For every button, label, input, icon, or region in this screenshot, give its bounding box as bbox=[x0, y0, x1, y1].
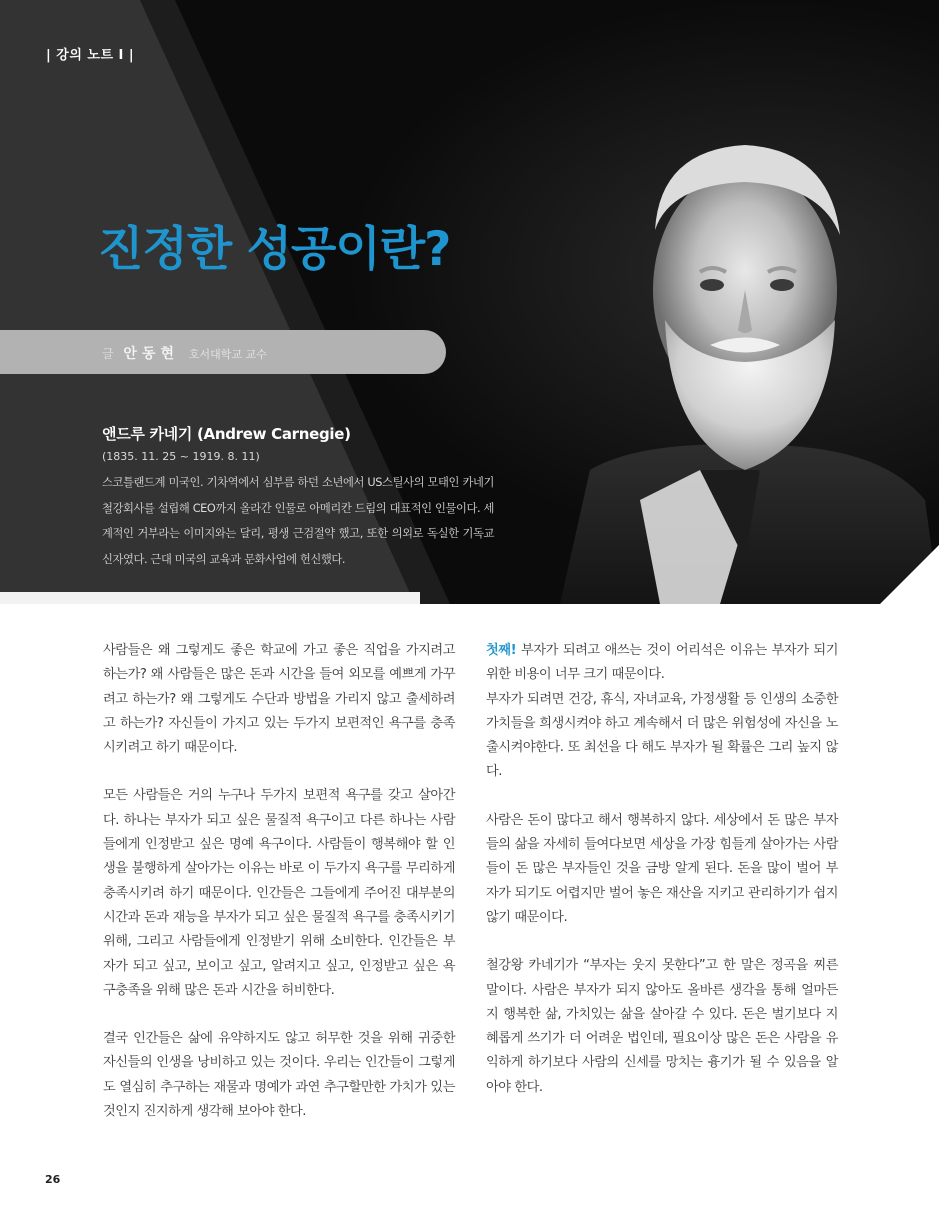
bio-name: 앤드루 카네기 (Andrew Carnegie) bbox=[102, 425, 351, 443]
author-name: 안동현 bbox=[123, 346, 179, 362]
body-paragraph: 사람은 돈이 많다고 해서 행복하지 않다. 세상에서 돈 많은 부자들의 삶을 자세히 들여다보면 세상을 가장 힘들게 살아가는 사람들이 돈 많은 부자들인 것을 금방 알게 된다. 돈을 많이 벌어 부자가 되기도 어렵지만 벌어 놓은 재산을 지키고 관리하기가 쉽지 않기 때문이다. bbox=[486, 812, 838, 925]
right-column bbox=[486, 639, 838, 1124]
body-paragraph: 부자가 되려면 건강, 휴식, 자녀교육, 가정생활 등 인생의 소중한 가치들을 희생시켜야 하고 계속해서 더 많은 위험성에 자신을 노출시켜야한다. 또 최선을 다 해도 부자가 될 확률은 그리 높지 않다. bbox=[486, 691, 838, 780]
body-paragraph: 결국 인간들은 삶에 유약하지도 않고 허무한 것을 위해 귀중한 자신들의 인생을 낭비하고 있는 것이다. 우리는 인간들이 그렇게도 열심히 추구하는 재물과 명예가 과연 추구할만한 가치가 있는 것인지 진지하게 생각해 보아야 한다. bbox=[103, 1031, 455, 1120]
body-paragraph-first bbox=[486, 639, 838, 688]
bio-dates: (1835. 11. 25 ~ 1919. 8. 11) bbox=[102, 450, 260, 463]
body-paragraph: 모든 사람들은 거의 누구나 두가지 보편적 욕구를 갖고 살아간다. 하나는 부자가 되고 싶은 물질적 욕구이고 다른 하나는 사람들에게 인정받고 싶은 명예 욕구이다. 사람들이 행복해야 할 인생을 불행하게 살아가는 이유는 바로 이 두가지 욕구를 무리하게 충족시키려 하기 때문이다. 인간들은 그들에게 주어진 대부분의 시간과 돈과 재능을 부자가 되고 싶은 물질적 욕구를 충족시키기 위해, 그리고 사람들에게 인정받기 위해 소비한다. 인간들은 부자가 되고 싶고, 보이고 싶고, 알려지고 싶고, 인정받고 싶은 욕구충족을 위해 많은 돈과 시간을 허비한다. bbox=[103, 788, 455, 998]
page-title: 진정한 성공이란? bbox=[98, 222, 451, 277]
byline bbox=[102, 343, 267, 363]
first-point-text: 부자가 되려고 애쓰는 것이 어리석은 이유는 부자가 되기 위한 비용이 너무 크기 때문이다. bbox=[486, 643, 838, 683]
byline-prefix: 글 bbox=[102, 347, 114, 361]
section-label: | 강의 노트 I | bbox=[46, 48, 135, 63]
body-paragraph: 사람들은 왜 그렇게도 좋은 학교에 가고 좋은 직업을 가지려고 하는가? 왜 사람들은 많은 돈과 시간을 들여 외모를 예쁘게 가꾸려고 하는가? 왜 그렇게도 수단과 방법을 가리지 않고 출세하려고 하는가? 자신들이 가지고 있는 두가지 보편적인 욕구를 충족시키려고 하기 때문이다. bbox=[103, 643, 455, 756]
page-number: 26 bbox=[45, 1173, 61, 1186]
first-point-marker: 첫째! bbox=[486, 643, 517, 658]
hero-banner bbox=[0, 0, 939, 604]
bio-text: 스코틀랜드계 미국인. 기차역에서 심부름 하던 소년에서 US스틸사의 모태인 카네기철강회사를 설립해 CEO까지 올라간 인물로 아메리칸 드림의 대표적인 인물이다. 세계적인 거부라는 이미지와는 달리, 평생 근검절약 했고, 또한 의외로 독실한 기독교 신자였다. 근대 미국의 교육과 문화사업에 헌신했다. bbox=[102, 476, 494, 566]
left-column bbox=[103, 639, 455, 1148]
body-paragraph: 철강왕 카네기가 “부자는 웃지 못한다”고 한 말은 정곡을 찌른 말이다. 사람은 부자가 되지 않아도 올바른 생각을 통해 얼마든지 행복한 삶, 가치있는 삶을 살아갈 수 있다. 돈은 벌기보다 지혜롭게 쓰기가 더 어려운 법인데, 필요이상 많은 돈은 사람을 유익하게 하기보다 사람의 신세를 망치는 흉기가 될 수 있음을 알아야 한다. bbox=[486, 958, 838, 1095]
author-affiliation: 호서대학교 교수 bbox=[188, 348, 267, 361]
